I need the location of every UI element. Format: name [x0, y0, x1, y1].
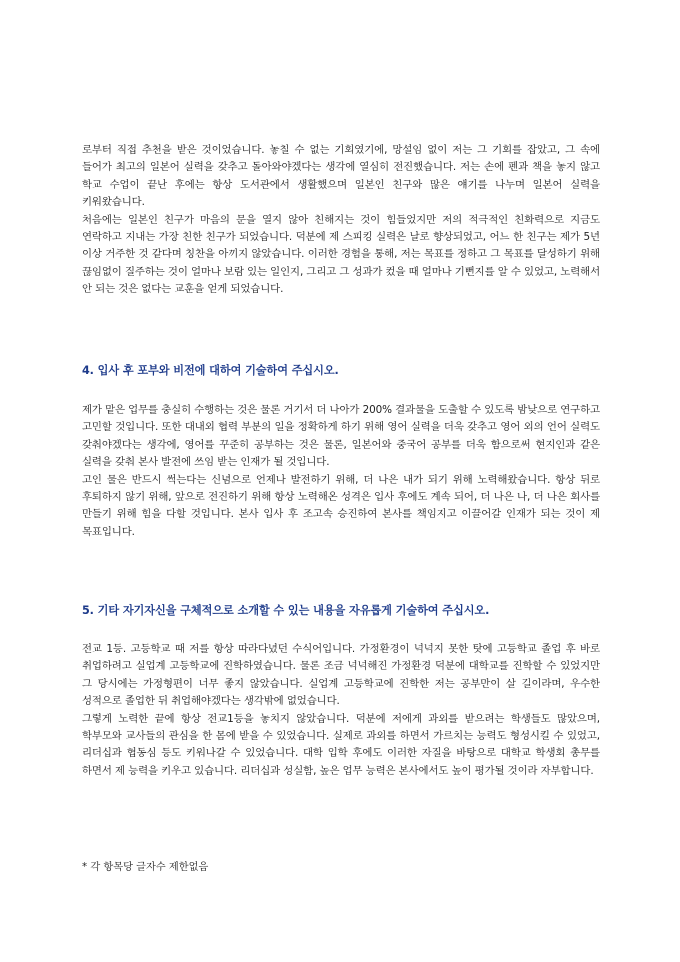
section-5-paragraph-2: 그렇게 노력한 끝에 항상 전교1등을 놓치지 않았습니다. 덕분에 저에게 과외를 받으려는 학생들도 많았으며, 학부모와 교사들의 관심을 한 몸에 받을 수 있었습니다. 실제로 과외를 하면서 가르치는 능력도 형성시킬 수 있었고, 리더십과 협동심 등도 키워나갈 수 있었습니다. 대학 입학 후에도 이러한 자질을 바탕으로 대학교 학생회 총무를 하면서 제 능력을 키우고 있습니다. 리더십과 성실함, 높은 업무 능력은 본사에서도 높이 평가될 것이라 자부합니다. [82, 712, 600, 777]
section-3-paragraph-1: 로부터 직접 추천을 받은 것이었습니다. 놓칠 수 없는 기회였기에, 망설임 없이 저는 그 기회를 잡았고, 그 속에 들어가 최고의 일본어 실력을 갖추고 돌아와야겠다는 생각에 열심히 전진했습니다. 저는 손에 펜과 책을 놓지 않고 학교 수업이 끝난 후에는 항상 도서관에서 생활했으며 일본인 친구와 많은 얘기를 나누며 일본어 실력을 키워왔습니다. [82, 144, 600, 209]
section-3-body [82, 142, 600, 299]
section-4-heading: 4. 입사 후 포부와 비전에 대하여 기술하여 주십시오. [82, 364, 339, 377]
section-5-paragraph-1: 전교 1등. 고등학교 때 저를 항상 따라다녔던 수식어입니다. 가정환경이 넉넉지 못한 탓에 고등학교 졸업 후 바로 취업하려고 실업계 고등학교에 진학하였습니다. 물론 조금 넉넉해진 가정환경 덕분에 대학교를 진학할 수 있었지만 그 당시에는 가정형편이 너무 좋지 않았습니다. 실업계 고등학교에 진학한 저는 공부만이 살 길이라며, 우수한 성적으로 졸업한 뒤 취업해야겠다는 생각밖에 없었습니다. [82, 643, 600, 708]
section-4-body [82, 402, 600, 541]
character-limit-footnote: * 각 항목당 글자수 제한없음 [82, 862, 209, 873]
section-4-paragraph-1: 제가 맡은 업무를 충실히 수행하는 것은 물론 거기서 더 나아가 200% 결과물을 도출할 수 있도록 밤낮으로 연구하고 고민할 것입니다. 또한 대내외 협력 부분의 일을 정확하게 하기 위해 영어 실력을 더욱 갖추고 영어 외의 언어 실력도 갖춰야겠다는 생각에, 영어를 꾸준히 공부하는 것은 물론, 일본어와 중국어 공부를 더욱 함으로써 현지인과 같은 실력을 갖춰 본사 발전에 쓰임 받는 인재가 될 것입니다. [82, 404, 600, 469]
section-5-body [82, 641, 600, 780]
section-4-paragraph-2: 고인 물은 반드시 썩는다는 신념으로 언제나 발전하기 위해, 더 나은 내가 되기 위해 노력해왔습니다. 항상 뒤로 후퇴하지 않기 위해, 앞으로 전진하기 위해 항상 노력해온 성격은 입사 후에도 계속 되어, 더 나은 나, 더 나은 회사를 만들기 위해 힘을 다할 것입니다. 본사 입사 후 조고속 승진하여 본사를 책임지고 이끌어갈 인재가 되는 것이 제 목표입니다. [82, 473, 600, 538]
section-3-paragraph-2: 처음에는 일본인 친구가 마음의 문을 열지 않아 친해지는 것이 힘들었지만 저의 적극적인 친화력으로 지금도 연락하고 지내는 가장 친한 친구가 되었습니다. 덕분에 제 스피킹 실력은 날로 향상되었고, 어느 한 친구는 제가 5년 이상 거주한 것 같다며 칭찬을 아끼지 않았습니다. 이러한 경험을 통해, 저는 목표를 정하고 그 목표를 달성하기 위해 끊임없이 질주하는 것이 얼마나 보람 있는 일인지, 그리고 그 성과가 컸을 때 얼마나 기뻔지를 알 수 있었고, 노력해서 안 되는 것은 없다는 교훈을 얻게 되었습니다. [82, 213, 600, 296]
section-5-heading: 5. 기타 자기자신을 구체적으로 소개할 수 있는 내용을 자유롭게 기술하여 주십시오. [82, 604, 490, 617]
